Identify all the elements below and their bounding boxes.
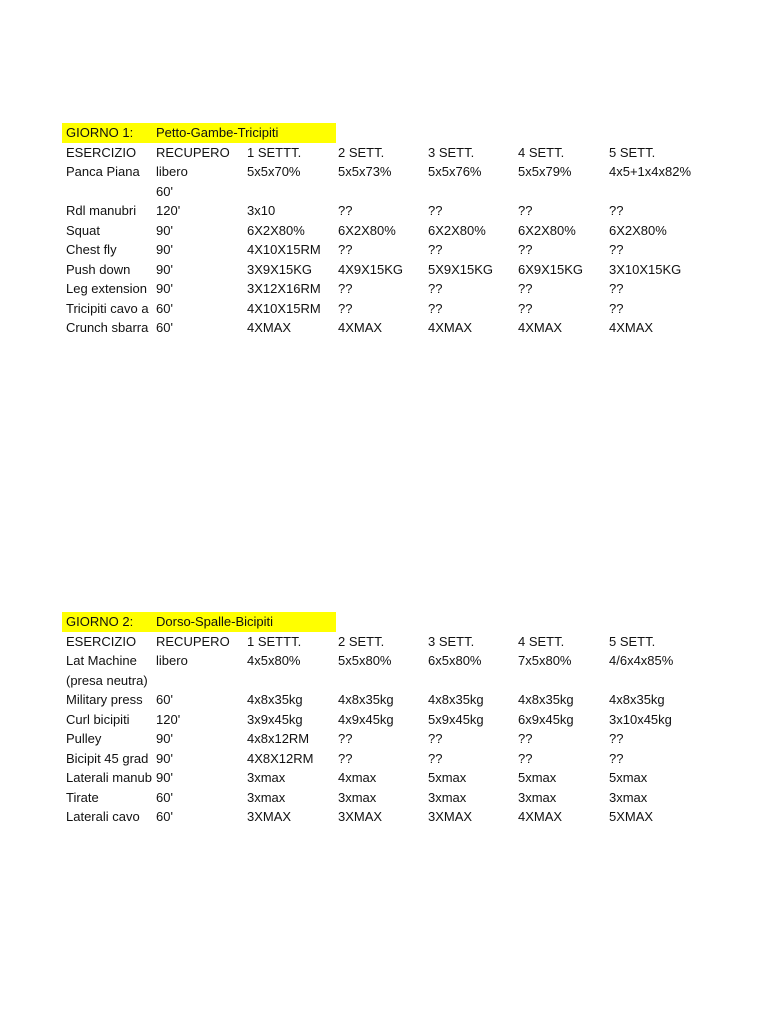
header-week-5: 5 SETT. — [609, 633, 656, 649]
cell-week-5: 3x10x45kg — [609, 711, 672, 727]
cell-week-2: 5x5x73% — [338, 164, 392, 179]
cell-rest: 60' — [156, 809, 173, 824]
cell-week-5 — [609, 182, 709, 202]
cell-week-3: ?? — [428, 203, 443, 218]
header-recupero: RECUPERO — [156, 633, 230, 649]
cell-rest: 60' — [156, 183, 173, 199]
cell-rest: 90' — [156, 750, 173, 766]
cell-week-1: 4x8x35kg — [247, 692, 303, 707]
day2-label: GIORNO 2: — [66, 614, 134, 629]
cell-week-5: 5XMAX — [609, 809, 654, 824]
cell-week-3: 5x9x45kg — [428, 711, 484, 727]
cell-exercise: Military press — [66, 692, 143, 707]
cell-week-3: ?? — [428, 242, 443, 257]
cell-rest: libero — [156, 164, 188, 179]
cell-week-2: 3XMAX — [338, 809, 383, 824]
cell-week-2: ?? — [338, 731, 353, 746]
cell-week-1: 3X9X15KG — [247, 261, 313, 277]
day1-focus: Petto-Gambe-Tricipiti — [156, 125, 279, 140]
cell-week-4: ?? — [518, 242, 533, 257]
cell-week-5: 3xmax — [609, 789, 648, 805]
cell-rest: 90' — [156, 281, 173, 296]
cell-week-1: 4X10X15RM — [247, 300, 321, 316]
cell-rest — [156, 671, 245, 691]
cell-week-3 — [428, 182, 517, 202]
cell-week-3: 6x5x80% — [428, 653, 482, 668]
cell-week-1: 3X12X16RM — [247, 281, 321, 296]
cell-exercise: Panca Piana — [66, 164, 140, 179]
cell-week-2: 4x8x35kg — [338, 692, 394, 707]
header-week-4: 4 SETT. — [518, 144, 565, 160]
cell-exercise: Tirate — [66, 789, 99, 805]
cell-week-2: 5x5x80% — [338, 653, 392, 668]
cell-week-1: 3XMAX — [247, 809, 292, 824]
cell-week-3: 3XMAX — [428, 809, 473, 824]
cell-week-5 — [609, 671, 709, 691]
cell-rest: 60' — [156, 789, 173, 805]
cell-week-2: ?? — [338, 203, 353, 218]
cell-rest: 60' — [156, 692, 173, 707]
cell-week-2 — [338, 182, 427, 202]
cell-week-1: 6X2X80% — [247, 222, 305, 238]
cell-week-5: ?? — [609, 300, 624, 316]
cell-exercise: Push down — [66, 261, 131, 277]
cell-week-4: 6X2X80% — [518, 222, 576, 238]
cell-exercise: Pulley — [66, 731, 102, 746]
header-week-5: 5 SETT. — [609, 144, 656, 160]
cell-week-5: ?? — [609, 750, 624, 766]
cell-exercise: Laterali cavo — [66, 809, 140, 824]
cell-week-2: 4X9X15KG — [338, 261, 404, 277]
cell-week-4 — [518, 182, 607, 202]
cell-week-1: 4XMAX — [247, 320, 292, 335]
cell-week-4: 4x8x35kg — [518, 692, 574, 707]
cell-week-4: 4XMAX — [518, 320, 563, 335]
cell-week-1: 5x5x70% — [247, 164, 301, 179]
cell-rest: 120' — [156, 203, 181, 218]
cell-week-5: 4XMAX — [609, 320, 654, 335]
cell-exercise: Squat — [66, 222, 100, 238]
cell-week-3: 5xmax — [428, 770, 467, 785]
cell-exercise: Bicipit 45 grad — [66, 750, 149, 766]
cell-week-2: 4XMAX — [338, 320, 383, 335]
cell-week-3: ?? — [428, 731, 443, 746]
cell-exercise: Chest fly — [66, 242, 117, 257]
cell-week-1: 3x9x45kg — [247, 711, 303, 727]
header-week-3: 3 SETT. — [428, 144, 475, 160]
cell-week-1: 4x8x12RM — [247, 731, 310, 746]
cell-rest: 120' — [156, 711, 181, 727]
cell-exercise: Crunch sbarra — [66, 320, 149, 335]
cell-week-1: 4X8X12RM — [247, 750, 314, 766]
cell-week-3: 5x5x76% — [428, 164, 482, 179]
cell-week-3 — [428, 671, 517, 691]
cell-rest: 90' — [156, 770, 173, 785]
cell-week-2: ?? — [338, 242, 353, 257]
cell-week-5: 5xmax — [609, 770, 648, 785]
cell-week-5: ?? — [609, 203, 624, 218]
cell-week-2: 4x9x45kg — [338, 711, 394, 727]
cell-week-2: 4xmax — [338, 770, 377, 785]
cell-week-3: 4XMAX — [428, 320, 473, 335]
cell-week-4: ?? — [518, 750, 533, 766]
cell-week-4: 3xmax — [518, 789, 557, 805]
cell-week-1: 3xmax — [247, 770, 286, 785]
cell-week-3: ?? — [428, 281, 443, 296]
cell-week-4: ?? — [518, 281, 533, 296]
header-week-4: 4 SETT. — [518, 633, 565, 649]
cell-week-5: 4x5+1x4x82% — [609, 164, 692, 179]
header-week-1: 1 SETTT. — [247, 633, 302, 649]
cell-week-1: 4X10X15RM — [247, 242, 321, 257]
cell-exercise: Rdl manubri — [66, 203, 137, 218]
cell-week-4: 4XMAX — [518, 809, 563, 824]
cell-rest: 90' — [156, 242, 173, 257]
cell-week-4: 6x9x45kg — [518, 711, 574, 727]
day1-label: GIORNO 1: — [66, 125, 134, 140]
cell-week-3: 5X9X15KG — [428, 261, 494, 277]
day2-focus: Dorso-Spalle-Bicipiti — [156, 614, 274, 629]
cell-week-4: ?? — [518, 731, 533, 746]
header-recupero: RECUPERO — [156, 144, 230, 160]
cell-week-3: 6X2X80% — [428, 222, 486, 238]
cell-exercise: (presa neutra) — [66, 672, 148, 688]
cell-week-5: ?? — [609, 242, 624, 257]
cell-week-2: 3xmax — [338, 789, 377, 805]
cell-week-5: 3X10X15KG — [609, 261, 682, 277]
cell-exercise: Laterali manub — [66, 770, 152, 785]
cell-exercise: Leg extension — [66, 281, 147, 296]
cell-rest: 60' — [156, 300, 173, 316]
cell-week-5: ?? — [609, 281, 624, 296]
cell-week-3: 4x8x35kg — [428, 692, 484, 707]
cell-week-4: 6X9X15KG — [518, 261, 584, 277]
cell-rest: 90' — [156, 731, 173, 746]
cell-week-3: ?? — [428, 750, 443, 766]
cell-week-2: ?? — [338, 281, 353, 296]
cell-week-2: ?? — [338, 300, 353, 316]
cell-exercise — [66, 182, 155, 202]
cell-week-4: 5x5x79% — [518, 164, 572, 179]
cell-week-3: ?? — [428, 300, 443, 316]
header-week-2: 2 SETT. — [338, 144, 385, 160]
cell-exercise: Lat Machine — [66, 653, 137, 668]
cell-week-2: ?? — [338, 750, 353, 766]
cell-week-4: 7x5x80% — [518, 653, 572, 668]
header-week-1: 1 SETTT. — [247, 144, 302, 160]
cell-week-5: 4/6x4x85% — [609, 653, 674, 668]
cell-week-1: 3x10 — [247, 203, 276, 218]
cell-week-2 — [338, 671, 427, 691]
cell-week-4: 5xmax — [518, 770, 557, 785]
header-esercizio: ESERCIZIO — [66, 144, 137, 160]
cell-week-5: ?? — [609, 731, 624, 746]
header-week-3: 3 SETT. — [428, 633, 475, 649]
cell-week-4: ?? — [518, 203, 533, 218]
cell-week-4: ?? — [518, 300, 533, 316]
cell-rest: libero — [156, 653, 188, 668]
cell-rest: 90' — [156, 261, 173, 277]
cell-week-1: 4x5x80% — [247, 653, 301, 668]
header-esercizio: ESERCIZIO — [66, 633, 137, 649]
cell-week-1: 3xmax — [247, 789, 286, 805]
cell-week-2: 6X2X80% — [338, 222, 396, 238]
cell-week-5: 6X2X80% — [609, 222, 667, 238]
cell-week-1 — [247, 182, 336, 202]
cell-week-5: 4x8x35kg — [609, 692, 665, 707]
cell-exercise: Tricipiti cavo a — [66, 300, 149, 316]
cell-week-4 — [518, 671, 607, 691]
cell-rest: 90' — [156, 222, 173, 238]
cell-week-3: 3xmax — [428, 789, 467, 805]
cell-rest: 60' — [156, 320, 173, 335]
header-week-2: 2 SETT. — [338, 633, 385, 649]
cell-exercise: Curl bicipiti — [66, 711, 130, 727]
cell-week-1 — [247, 671, 336, 691]
